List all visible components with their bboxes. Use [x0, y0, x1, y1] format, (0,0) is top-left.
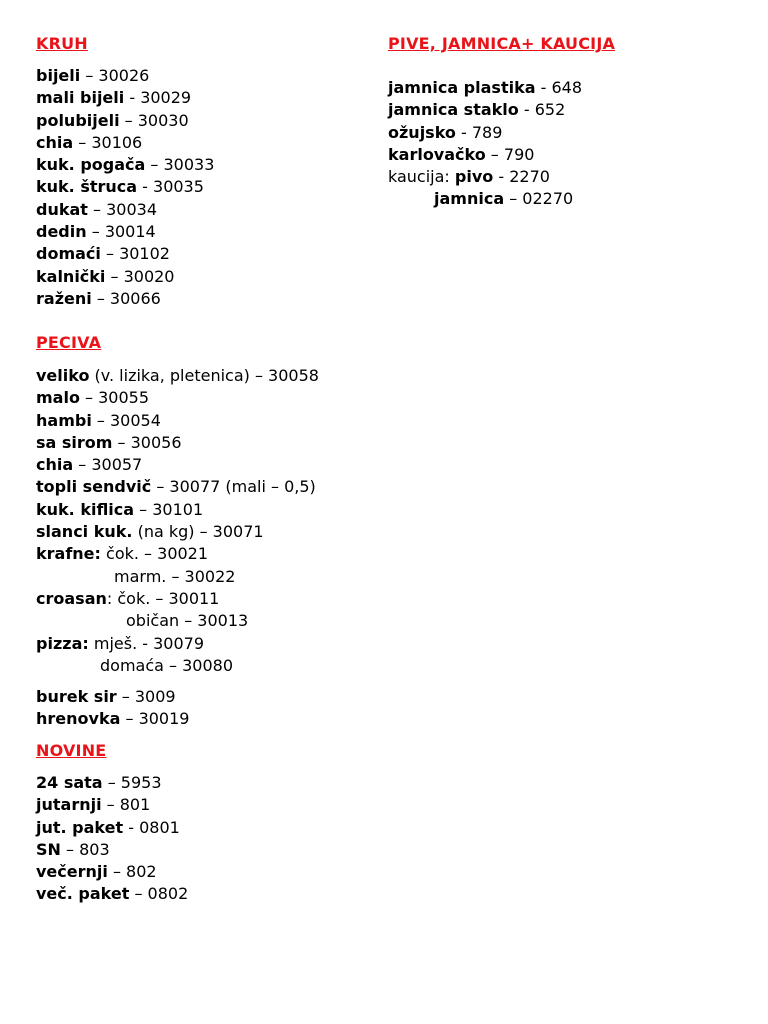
list-item: dukat – 30034 — [36, 199, 158, 219]
list-item: večernji – 802 — [36, 862, 157, 882]
list-item: domaći – 30102 — [36, 244, 170, 264]
list-item: veliko (v. lizika, pletenica) – 30058 — [36, 366, 319, 385]
list-item: SN – 803 — [36, 839, 110, 859]
list-item: kuk. štruca - 30035 — [36, 177, 204, 197]
list-novine — [36, 772, 188, 906]
list-item: polubijeli – 30030 — [36, 110, 189, 130]
list-item: karlovačko – 790 — [388, 144, 535, 164]
heading-kruh: KRUH — [36, 34, 88, 53]
list-item: hrenovka – 30019 — [36, 709, 190, 729]
list-item: več. paket – 0802 — [36, 884, 189, 904]
list-item: chia – 30057 — [36, 455, 143, 475]
list-item: hambi – 30054 — [36, 410, 161, 430]
list-item: krafne: čok. – 30021 — [36, 544, 209, 564]
list-item-sub: domaća – 30080 — [100, 655, 234, 675]
list-item: burek sir – 3009 — [36, 687, 176, 707]
list-item: malo – 30055 — [36, 388, 150, 408]
list-item: chia – 30106 — [36, 132, 143, 152]
list-item: jut. paket - 0801 — [36, 817, 180, 837]
list-item: jamnica staklo - 652 — [388, 100, 566, 120]
list-item: bijeli – 30026 — [36, 66, 150, 85]
list-item: sa sirom – 30056 — [36, 432, 182, 452]
list-item: jutarnji – 801 — [36, 795, 151, 815]
list-item-sub: marm. – 30022 — [114, 566, 236, 586]
list-item: raženi – 30066 — [36, 288, 161, 308]
list-item: mali bijeli - 30029 — [36, 88, 192, 108]
list-item: slanci kuk. (na kg) – 30071 — [36, 522, 264, 542]
list-peciva — [36, 365, 319, 731]
list-item-sub: običan – 30013 — [126, 611, 249, 631]
list-item: 24 sata – 5953 — [36, 773, 162, 792]
list-item: ožujsko - 789 — [388, 122, 503, 142]
list-item: kuk. kiflica – 30101 — [36, 499, 204, 519]
list-pive — [388, 77, 582, 211]
list-item: croasan: čok. – 30011 — [36, 588, 220, 608]
list-item-sub: jamnica – 02270 — [434, 189, 574, 209]
heading-pive: PIVE, JAMNICA+ KAUCIJA — [388, 34, 616, 53]
list-item: kaucija: pivo - 2270 — [388, 167, 550, 187]
list-item: pizza: mješ. - 30079 — [36, 633, 204, 653]
list-item: dedin – 30014 — [36, 222, 156, 242]
heading-novine: NOVINE — [36, 741, 107, 760]
list-item: kalnički – 30020 — [36, 266, 175, 286]
list-kruh — [36, 65, 214, 310]
list-item: jamnica plastika - 648 — [388, 78, 582, 97]
list-item: topli sendvič – 30077 (mali – 0,5) — [36, 477, 316, 497]
list-item: kuk. pogača – 30033 — [36, 155, 215, 175]
heading-peciva: PECIVA — [36, 333, 102, 352]
